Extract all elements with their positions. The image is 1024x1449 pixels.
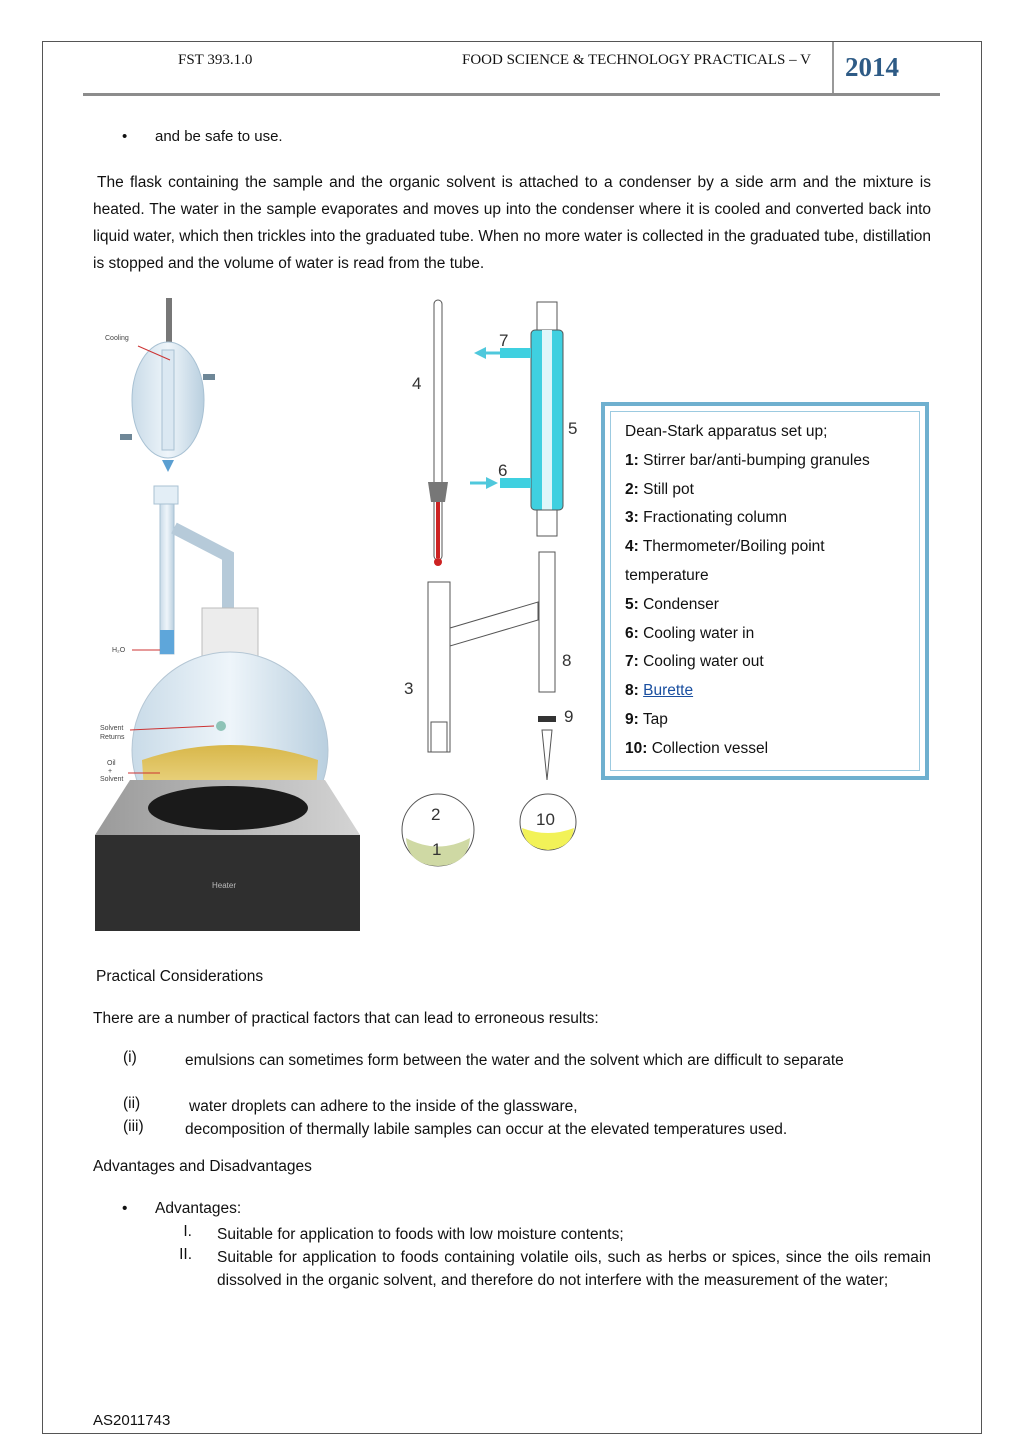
legend-inner <box>610 411 920 771</box>
body-paragraph: The flask containing the sample and the organic solvent is attached to a condenser by a side arm and the mixture is heated. The water in the sample evaporates and moves up into the condenser where it is cooled and converted back into liquid water, which then trickles into the graduated tube. When no more water is collected in the graduated tube, distillation is stopped and the volume of water is read from the tube. <box>93 174 931 272</box>
legend-item-cont: temperature <box>625 566 709 584</box>
burette-link[interactable]: Burette <box>643 682 694 700</box>
cond-bottom <box>537 510 557 536</box>
num-4: 4 <box>412 374 422 393</box>
legend-item: 5: Condenser <box>625 595 719 613</box>
label-h2o: H₂O <box>112 647 126 654</box>
legend-item: 6: Cooling water in <box>625 624 755 642</box>
cond-outlet <box>203 374 215 380</box>
practical-intro: There are a number of practical factors that can lead to erroneous results: <box>93 1010 599 1027</box>
header-rule <box>83 93 940 96</box>
left-apparatus <box>95 298 360 931</box>
num-7: 7 <box>499 331 509 350</box>
condenser-inner <box>542 330 552 510</box>
practical-title: Practical Considerations <box>96 968 264 985</box>
drip <box>162 460 174 472</box>
num-10: 10 <box>536 810 555 829</box>
label-oil: Oil <box>107 760 116 767</box>
label-oil-solvent: Solvent <box>100 776 124 783</box>
legend-item: 7: Cooling water out <box>625 653 764 671</box>
legend-item: 10: Collection vessel <box>625 739 769 757</box>
label-solvent: Solvent <box>100 725 124 732</box>
legend-item: 8: Burette <box>625 682 694 700</box>
num-1: 1 <box>432 840 442 859</box>
legend-item: 3: Fractionating column <box>625 509 787 527</box>
adv-title: Advantages and Disadvantages <box>93 1158 312 1175</box>
cond-inlet <box>120 434 132 440</box>
thermometer-stopper <box>428 482 448 502</box>
burette <box>539 552 555 692</box>
label-returns: Returns <box>100 734 125 741</box>
label-heater: Heater <box>212 881 237 890</box>
burette-tip <box>542 730 552 780</box>
solvent-droplet <box>216 721 226 731</box>
header-year: 2014 <box>845 52 899 82</box>
thermometer-bulb <box>434 558 442 566</box>
header-title: FOOD SCIENCE & TECHNOLOGY PRACTICALS – V <box>462 52 811 68</box>
footer-id: AS2011743 <box>93 1412 171 1429</box>
num-3: 3 <box>404 679 414 698</box>
trap-water <box>160 630 174 654</box>
dean-stark-figure <box>90 290 600 940</box>
header-course-code: FST 393.1.0 <box>178 52 253 68</box>
side-arm <box>450 602 538 646</box>
arrow-out <box>474 347 486 359</box>
bullet-dot: • <box>122 128 128 145</box>
legend-item: 1: Stirrer bar/anti-bumping granules <box>625 451 870 469</box>
trap-sidearm <box>174 528 228 610</box>
label-plus: + <box>108 768 113 775</box>
cond-top <box>537 302 557 332</box>
trap-joint <box>154 486 178 504</box>
legend-item: 4: Thermometer/Boiling point <box>625 538 825 556</box>
legend-title: Dean-Stark apparatus set up; <box>625 423 828 440</box>
num-6: 6 <box>498 461 508 480</box>
header-divider <box>832 42 834 96</box>
legend-item: 2: Still pot <box>625 480 694 498</box>
legend-box <box>601 402 929 780</box>
arrow-in <box>486 477 498 489</box>
num-9: 9 <box>564 707 574 726</box>
label-cooling: Cooling <box>105 335 129 342</box>
column-joint <box>431 722 447 752</box>
bullet-text: and be safe to use. <box>155 128 283 145</box>
right-schematic <box>402 300 577 866</box>
tap <box>538 716 556 722</box>
condenser-core <box>162 350 174 450</box>
heater-well <box>148 786 308 830</box>
legend-item: 9: Tap <box>625 710 668 728</box>
num-5: 5 <box>568 419 578 438</box>
num-2: 2 <box>431 805 441 824</box>
num-8: 8 <box>562 651 572 670</box>
